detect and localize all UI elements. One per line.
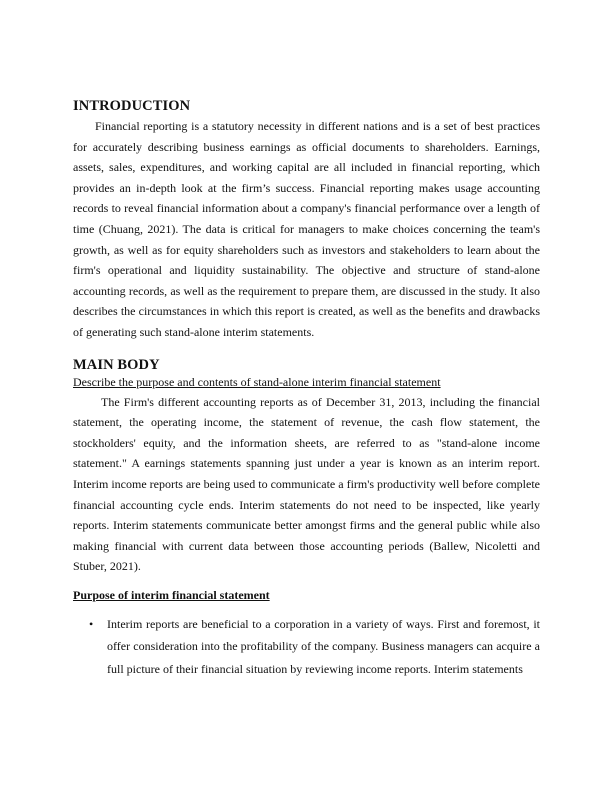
introduction-text-continued: . The data is critical for managers to make choices concerning the team's growth, as well as for equity shareholders such as investors and stakeholders to learn about the firm's operational and liquidity sustainability. The objective and structure of stand-alone accounting records, as well as the requirement to prepare them, are discussed in the study. It also describes the circumstances in which this report is created, as well as the benefits and drawbacks of generating such stand-alone interim statements. bbox=[73, 221, 541, 339]
main-body-paragraph bbox=[73, 392, 540, 577]
introduction-text: Financial reporting is a statutory necessity in different nations and is a set of best practices for accurately describing business earnings as official documents to shareholders. Earnings, assets, sales, expenditures, and working capital are all included in financial reporting, which provides an in-depth look at the firm’s success. Financial reporting makes usage accounting records to reveal financial information about a company's financial performance over a length of time bbox=[73, 119, 540, 236]
purpose-contents-subheading: Describe the purpose and contents of stand-alone interim financial statement bbox=[73, 374, 441, 389]
page-content bbox=[73, 96, 540, 680]
bullet-text: Interim reports are beneficial to a corporation in a variety of ways. First and foremost, it offer consideration into the profitability of the company. Business managers can acquire a full picture of their financial situation by reviewing income reports. Interim statements bbox=[107, 616, 540, 676]
list-item bbox=[73, 613, 540, 681]
purpose-bullet-list bbox=[73, 613, 540, 681]
main-body-paragraph-end: . bbox=[137, 559, 141, 574]
purpose-of-interim-heading: Purpose of interim financial statement bbox=[73, 587, 270, 602]
introduction-paragraph bbox=[73, 116, 540, 343]
main-body-heading: MAIN BODY bbox=[73, 356, 160, 373]
introduction-citation: (Chuang, 2021) bbox=[98, 221, 176, 236]
bullet-icon: • bbox=[89, 616, 94, 631]
main-body-citation: (Ballew, Nicoletti and Stuber, 2021) bbox=[73, 538, 541, 574]
introduction-heading: INTRODUCTION bbox=[73, 98, 191, 114]
main-body-text: The Firm's different accounting reports as of December 31, 2013, including the financial statement, the operating income, the statement of revenue, the cash flow statement, the stockholders' equity, and the information sheets, are referred to as "stand-alone income statement." A earnings statements spanning just under a year is known as an interim report. Interim income reports are being used to communicate a firm's productivity well before complete financial accounting cycle ends. Interim statements do not need to be inspected, like yearly reports. Interim statements communicate better amongst firms and the general public while also making financial with current data between those accounting periods bbox=[73, 394, 541, 553]
